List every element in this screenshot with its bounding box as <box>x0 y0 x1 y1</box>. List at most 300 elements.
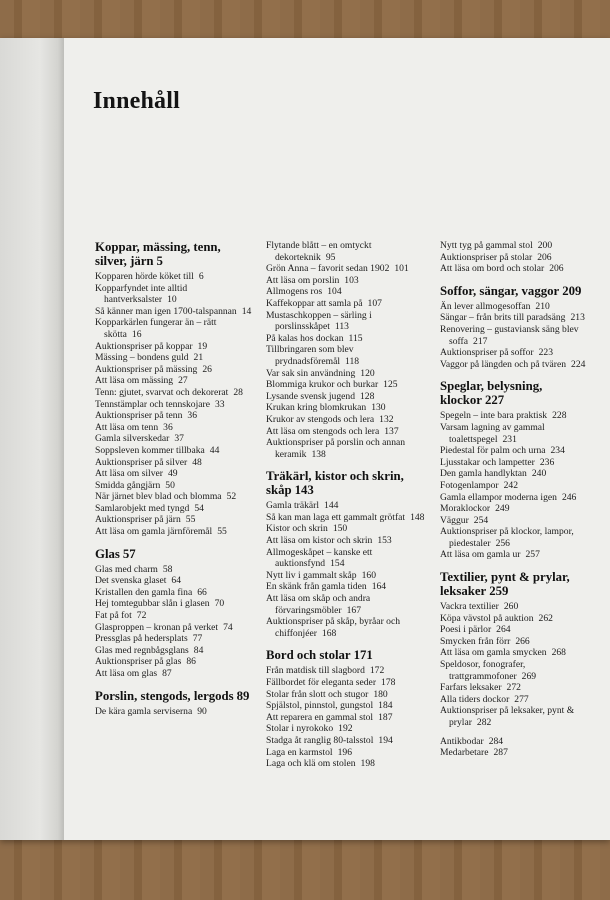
entry-page-number: 84 <box>193 644 204 656</box>
section-title: Speglar, belysning, klockor <box>440 379 543 408</box>
entry-title: Gamla träkärl <box>266 500 320 512</box>
toc-entry <box>266 570 434 582</box>
toc-entry <box>266 723 434 735</box>
section-title: Porslin, stengods, lergods <box>95 688 234 703</box>
entry-title: Auktionspriser på stolar <box>440 251 533 263</box>
entry-page-number: 269 <box>521 670 537 682</box>
toc-section-heading <box>440 284 600 298</box>
entry-title: På kalas hos dockan <box>266 332 344 344</box>
entry-title: Att läsa om mässing <box>95 375 174 387</box>
toc-entry <box>440 647 600 659</box>
entry-title: Att läsa om tenn <box>95 421 159 433</box>
toc-section-heading <box>95 547 255 561</box>
toc-entry <box>266 581 434 593</box>
entry-page-number: 200 <box>537 240 553 251</box>
section-page-number: 89 <box>236 688 250 703</box>
toc-entry <box>440 747 600 759</box>
entry-page-number: 137 <box>384 425 399 437</box>
entry-page-number: 217 <box>473 335 488 347</box>
toc-entry <box>266 593 434 616</box>
entry-page-number: 213 <box>570 312 585 324</box>
entry-page-number: 206 <box>537 251 552 263</box>
toc-entry <box>440 636 600 648</box>
toc-entry <box>95 514 255 526</box>
entry-page-number: 172 <box>369 665 385 677</box>
entry-page-number: 196 <box>337 746 352 758</box>
toc-entry <box>95 468 255 480</box>
entry-page-number: 256 <box>495 537 510 549</box>
entry-page-number: 160 <box>361 569 376 581</box>
entry-page-number: 282 <box>476 717 492 728</box>
entry-title: Vaggor på längden och på tvären <box>440 358 567 370</box>
entry-page-number: 44 <box>209 444 220 456</box>
entry-title: Lysande svensk jugend <box>266 390 355 402</box>
entry-page-number: 66 <box>197 586 207 598</box>
toc-entry <box>95 422 255 434</box>
toc-entry <box>95 706 255 718</box>
toc-entry <box>95 622 255 634</box>
toc-entry <box>95 656 255 668</box>
entry-title: Auktionspriser på järn <box>95 514 181 526</box>
entry-page-number: 90 <box>197 705 207 717</box>
section-title: Bord och stolar <box>266 648 351 663</box>
entry-page-number: 154 <box>330 558 345 570</box>
entry-title: Gamla ellampor moderna igen <box>440 491 557 503</box>
toc-entry <box>95 399 255 411</box>
entry-page-number: 10 <box>167 294 177 306</box>
section-page-number: 227 <box>484 393 505 408</box>
toc-entry <box>440 410 600 422</box>
toc-entry <box>266 535 434 547</box>
entry-title: Allmogens ros <box>266 286 323 298</box>
entry-title: Fotogenlampor <box>440 479 499 491</box>
entry-page-number: 125 <box>383 379 398 391</box>
entry-page-number: 150 <box>332 523 348 535</box>
toc-entry <box>440 736 600 748</box>
toc-entry <box>440 468 600 480</box>
entry-title: Att läsa om kistor och skrin <box>266 535 373 547</box>
entry-page-number: 36 <box>163 421 173 433</box>
toc-entry <box>95 375 255 387</box>
entry-title: Vackra textilier <box>440 601 499 613</box>
entry-page-number: 21 <box>193 352 204 364</box>
entry-title: Nytt tyg på gammal stol <box>440 240 533 251</box>
entry-page-number: 284 <box>488 735 504 747</box>
entry-page-number: 254 <box>473 514 489 526</box>
entry-page-number: 223 <box>538 347 554 359</box>
entry-title: Auktionspriser på mässing <box>95 363 198 375</box>
entry-title: Att läsa om silver <box>95 468 163 480</box>
toc-entry <box>95 364 255 376</box>
entry-title: Stadga åt ranglig 80-talsstol <box>266 734 374 746</box>
entry-page-number: 242 <box>503 479 519 491</box>
entry-page-number: 246 <box>561 491 577 503</box>
section-page-number: 5 <box>156 254 163 268</box>
toc-entry <box>266 391 434 403</box>
toc-entry <box>440 515 600 527</box>
entry-title: Tennstämplar och tennskojare <box>95 398 210 410</box>
entry-title: Fällbordet för eleganta seder <box>266 677 377 688</box>
entry-page-number: 210 <box>535 300 550 312</box>
toc-entry <box>95 575 255 587</box>
entry-title: Spegeln – inte bara praktisk <box>440 410 548 422</box>
entry-title: Stolar i nyrokoko <box>266 723 334 735</box>
entry-page-number: 264 <box>496 624 511 636</box>
entry-page-number: 49 <box>167 468 178 480</box>
toc-section-heading <box>440 570 600 598</box>
toc-entry <box>95 445 255 457</box>
entry-page-number: 144 <box>324 500 339 512</box>
entry-title: Än lever allmogesoffan <box>440 300 531 312</box>
toc-entry <box>266 547 434 570</box>
entry-title: Farfars leksaker <box>440 682 502 694</box>
toc-entry <box>95 352 255 364</box>
toc-entry <box>95 645 255 657</box>
toc-entry <box>440 705 600 728</box>
entry-page-number: 50 <box>165 479 175 491</box>
page-gutter-shadow <box>0 38 64 840</box>
entry-page-number: 27 <box>178 375 188 387</box>
entry-title: Fat på fot <box>95 610 132 622</box>
entry-page-number: 118 <box>345 355 360 367</box>
toc-section-heading <box>440 379 600 407</box>
entry-title: Smycken från förr <box>440 635 511 647</box>
entry-title: Nytt liv i gammalt skåp <box>266 569 357 581</box>
toc-entry <box>440 624 600 636</box>
page-title: Innehåll <box>93 88 180 114</box>
toc-entry <box>266 616 434 639</box>
entry-title: Tillbringaren som blev prydnadsföremål <box>266 344 354 367</box>
entry-title: Hej tomtegubbar slån i glasen <box>95 598 210 610</box>
entry-title: Väggur <box>440 514 469 526</box>
entry-title: Kistor och skrin <box>266 523 328 535</box>
entry-page-number: 167 <box>346 604 361 616</box>
entry-title: Ljusstakar och lampetter <box>440 456 535 468</box>
entry-page-number: 194 <box>378 734 393 746</box>
entry-page-number: 26 <box>202 363 212 375</box>
entry-page-number: 70 <box>214 598 225 610</box>
toc-entry <box>266 333 434 345</box>
entry-title: Kopparkärlen fungerar än – rätt skötta <box>95 317 217 340</box>
toc-entry <box>95 457 255 469</box>
entry-page-number: 224 <box>571 358 586 370</box>
toc-entry <box>266 712 434 724</box>
entry-title: Renovering – gustaviansk säng blev soffa <box>440 323 579 347</box>
entry-page-number: 86 <box>186 656 196 668</box>
entry-page-number: 206 <box>549 263 564 275</box>
toc-entry <box>95 317 255 340</box>
section-title: Glas <box>95 546 120 561</box>
entry-title: Den gamla handlyktan <box>440 468 527 480</box>
entry-title: Tenn: gjutet, svarvat och dekorerat <box>95 386 229 398</box>
entry-title: Auktionspriser på porslin och annan keramik <box>266 437 406 460</box>
section-page-number: 209 <box>562 283 582 298</box>
entry-page-number: 37 <box>174 433 184 445</box>
entry-title: Sängar – från brits till paradsäng <box>440 312 566 324</box>
toc-entry <box>440 445 600 457</box>
toc-entry <box>266 500 434 512</box>
entry-title: Varsam lagning av gammal toalettspegel <box>440 421 545 445</box>
entry-page-number: 95 <box>325 251 336 263</box>
entry-page-number: 228 <box>552 410 567 422</box>
toc-section-heading <box>266 648 434 662</box>
toc-entry <box>440 324 600 347</box>
entry-page-number: 130 <box>371 402 386 414</box>
entry-page-number: 55 <box>185 514 196 526</box>
toc-entry <box>95 564 255 576</box>
entry-page-number: 198 <box>360 758 375 770</box>
entry-title: Stolar från slott och stugor <box>266 688 369 700</box>
entry-title: Glasproppen – kronan på verket <box>95 621 219 633</box>
entry-title: Från matdisk till slagbord <box>266 665 365 677</box>
toc-entry <box>95 503 255 515</box>
toc-entry <box>266 747 434 759</box>
entry-title: Alla tiders dockor <box>440 693 510 705</box>
entry-page-number: 272 <box>506 682 521 694</box>
toc-entry <box>266 700 434 712</box>
entry-title: Auktionspriser på klockor, lampor, piedestaler <box>440 526 574 549</box>
entry-title: Samlarobjekt med tyngd <box>95 502 190 514</box>
entry-title: Att läsa om porslin <box>266 274 340 286</box>
entry-title: Allmogeskåpet – kanske ett auktionsfynd <box>266 546 373 570</box>
entry-page-number: 153 <box>377 535 392 547</box>
toc-entry <box>95 491 255 503</box>
toc-entry <box>266 437 434 460</box>
section-title: Koppar, mässing, tenn, silver, järn <box>95 240 221 268</box>
toc-entry <box>440 549 600 561</box>
toc-entry <box>95 633 255 645</box>
toc-entry <box>95 610 255 622</box>
toc-entry <box>266 263 434 275</box>
entry-title: De kära gamla serviserna <box>95 705 193 717</box>
entry-title: Det svenska glaset <box>95 575 167 587</box>
entry-title: Flytande blått – en omtyckt dekorteknik <box>266 240 372 263</box>
entry-page-number: 33 <box>214 398 225 410</box>
toc-entry <box>95 433 255 445</box>
toc-entry <box>440 312 600 324</box>
toc-entry <box>95 587 255 599</box>
entry-title: Kopparfyndet inte alltid hantverksalster <box>95 282 188 306</box>
entry-page-number: 262 <box>538 612 553 624</box>
entry-title: Att läsa om glas <box>95 668 158 679</box>
entry-page-number: 87 <box>162 668 172 679</box>
entry-title: Soppsleven kommer tillbaka <box>95 444 205 456</box>
entry-page-number: 257 <box>525 549 540 561</box>
entry-title: När järnet blev blad och blomma <box>95 491 222 503</box>
entry-title: Var sak sin användning <box>266 367 356 379</box>
entry-page-number: 77 <box>192 633 203 645</box>
entry-title: Glas med charm <box>95 563 158 575</box>
entry-title: Auktionspriser på silver <box>95 456 188 468</box>
toc-entry <box>95 283 255 306</box>
toc-entry <box>440 613 600 625</box>
entry-title: Mustaschkoppen – särling i porslinsskåpet <box>266 309 372 333</box>
entry-page-number: 138 <box>311 448 326 460</box>
toc-section-heading <box>95 240 255 268</box>
section-title: Soffor, sängar, vaggor <box>440 283 560 298</box>
toc-entry <box>266 298 434 310</box>
entry-title: Auktionspriser på koppar <box>95 340 193 352</box>
entry-title: Smidda gångjärn <box>95 479 161 491</box>
section-page-number: 259 <box>489 584 509 599</box>
entry-page-number: 48 <box>192 456 202 468</box>
entry-page-number: 168 <box>321 627 337 639</box>
entry-page-number: 74 <box>223 621 233 633</box>
entry-title: Kaffekoppar att samla på <box>266 297 363 309</box>
entry-page-number: 58 <box>162 563 173 575</box>
toc-entry <box>95 598 255 610</box>
entry-page-number: 260 <box>503 601 519 613</box>
entry-page-number: 148 <box>410 511 425 523</box>
toc-entry <box>266 344 434 367</box>
entry-title: Mässing – bondens guld <box>95 352 189 364</box>
entry-page-number: 54 <box>194 502 204 514</box>
entry-title: Piedestal för palm och urna <box>440 445 546 457</box>
entry-title: Grön Anna – favorit sedan 1902 <box>266 263 390 275</box>
entry-title: Krukan kring blomkrukan <box>266 402 367 414</box>
entry-page-number: 266 <box>515 635 530 647</box>
section-title: Träkärl, kistor och skrin, skåp <box>266 469 404 498</box>
toc-entry <box>440 682 600 694</box>
toc-entry <box>95 341 255 353</box>
entry-title: Att läsa om gamla ur <box>440 549 521 561</box>
entry-title: Auktionspriser på soffor <box>440 347 534 359</box>
toc-section-heading <box>266 469 434 497</box>
toc-column-3 <box>440 240 600 759</box>
toc-entry <box>266 735 434 747</box>
entry-page-number: 192 <box>338 723 353 735</box>
entry-title: Laga en karmstol <box>266 746 333 758</box>
entry-title: Auktionspriser på glas <box>95 656 182 668</box>
entry-title: Att läsa om gamla smycken <box>440 647 547 659</box>
entry-title: Så känner man igen 1700-talspannan <box>95 305 237 317</box>
toc-entry <box>440 359 600 371</box>
entry-title: Att läsa om bord och stolar <box>440 263 545 275</box>
toc-entry <box>266 275 434 287</box>
toc-entry <box>266 286 434 298</box>
toc-entry <box>440 601 600 613</box>
toc-entry <box>266 240 434 263</box>
entry-page-number: 184 <box>378 700 393 712</box>
entry-page-number: 231 <box>502 433 517 445</box>
entry-title: En skänk från gamla tiden <box>266 581 367 593</box>
entry-title: Auktionspriser på leksaker, pynt & prylar <box>440 705 575 728</box>
entry-title: Auktionspriser på tenn <box>95 410 183 422</box>
entry-page-number: 14 <box>241 305 252 317</box>
entry-page-number: 52 <box>226 491 237 503</box>
entry-page-number: 113 <box>334 321 349 333</box>
entry-title: Pressglas på hedersplats <box>95 633 188 645</box>
toc-entry <box>440 240 600 252</box>
toc-entry <box>266 665 434 677</box>
entry-page-number: 187 <box>378 711 393 723</box>
entry-title: Köpa vävstol på auktion <box>440 612 534 624</box>
toc-entry <box>266 523 434 535</box>
entry-page-number: 115 <box>348 332 363 344</box>
entry-page-number: 277 <box>514 693 529 705</box>
section-page-number: 171 <box>353 648 373 663</box>
entry-page-number: 234 <box>550 445 565 457</box>
entry-page-number: 55 <box>217 526 227 538</box>
toc-entry <box>440 480 600 492</box>
toc-entry <box>266 414 434 426</box>
entry-title: Glas med regnbågsglans <box>95 644 189 656</box>
toc-column-2 <box>266 240 434 770</box>
entry-title: Så kan man laga ett gammalt grötfat <box>266 511 406 523</box>
toc-entry <box>440 457 600 469</box>
toc-entry <box>95 387 255 399</box>
entry-page-number: 128 <box>360 390 375 402</box>
toc-entry <box>266 677 434 689</box>
toc-entry <box>440 263 600 275</box>
toc-entry <box>440 252 600 264</box>
toc-entry <box>440 526 600 549</box>
entry-title: Att läsa om stengods och lera <box>266 425 380 437</box>
entry-title: Spjälstol, pinnstol, gungstol <box>266 700 374 712</box>
entry-title: Att läsa om skåp och andra förvaringsmöbler <box>266 593 371 616</box>
entry-title: Medarbetare <box>440 747 489 759</box>
entry-page-number: 178 <box>381 677 396 688</box>
entry-title: Kristallen den gamla fina <box>95 586 193 598</box>
entry-title: Moraklockor <box>440 503 491 515</box>
toc-entry <box>266 426 434 438</box>
toc-column-1 <box>95 240 255 717</box>
entry-page-number: 240 <box>531 468 547 480</box>
entry-page-number: 72 <box>136 610 147 622</box>
toc-entry <box>95 410 255 422</box>
entry-title: Auktionspriser på skåp, byråar och chiffonjéer <box>266 616 401 639</box>
section-title: Textilier, pynt & prylar, leksaker <box>440 570 570 599</box>
section-page-number: 143 <box>294 483 314 498</box>
entry-page-number: 107 <box>367 297 382 309</box>
toc-entry <box>266 758 434 770</box>
toc-entry <box>95 668 255 680</box>
entry-title: Gamla silverskedar <box>95 433 170 445</box>
toc-entry <box>266 379 434 391</box>
entry-page-number: 164 <box>371 581 387 593</box>
entry-page-number: 16 <box>131 328 142 340</box>
entry-title: Speldosor, fonografer, trattgrammofoner <box>440 659 526 682</box>
entry-title: Poesi i pärlor <box>440 624 492 636</box>
toc-entry <box>95 526 255 538</box>
toc-entry <box>95 480 255 492</box>
entry-title: Att läsa om gamla järnföremål <box>95 526 213 538</box>
toc-entry <box>440 301 600 313</box>
toc-section-heading <box>95 689 255 703</box>
entry-page-number: 180 <box>373 688 388 700</box>
entry-page-number: 64 <box>171 575 181 587</box>
entry-page-number: 287 <box>493 747 508 759</box>
entry-title: Kopparen hörde köket till <box>95 271 194 282</box>
toc-entry <box>95 306 255 318</box>
entry-page-number: 268 <box>551 647 566 659</box>
entry-title: Blommiga krukor och burkar <box>266 379 379 391</box>
entry-page-number: 101 <box>394 263 409 275</box>
toc-entry <box>440 503 600 515</box>
entry-title: Antikbodar <box>440 735 484 747</box>
toc-entry <box>440 492 600 504</box>
toc-entry <box>266 310 434 333</box>
entry-page-number: 120 <box>360 367 375 379</box>
entry-page-number: 236 <box>539 456 555 468</box>
entry-page-number: 103 <box>344 274 359 286</box>
toc-entry <box>95 271 255 283</box>
entry-title: Laga och klä om stolen <box>266 758 356 770</box>
entry-title: Krukor av stengods och lera <box>266 413 375 425</box>
toc-entry <box>440 694 600 706</box>
entry-page-number: 19 <box>197 340 208 352</box>
entry-page-number: 36 <box>187 410 197 422</box>
